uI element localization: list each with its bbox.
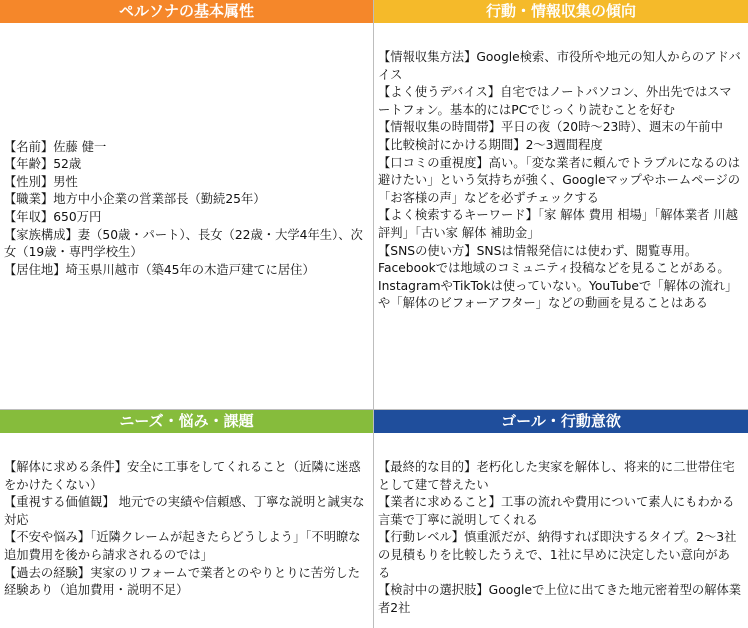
goals-line: 【検討中の選択肢】Googleで上位に出てきた地元密着型の解体業者2社	[378, 583, 742, 615]
goals-header: ゴール・行動意欲	[374, 410, 748, 433]
persona-line: 【居住地】埼玉県川越市（築45年の木造戸建てに居住）	[4, 262, 315, 277]
persona-attributes-header: ペルソナの基本属性	[0, 0, 373, 23]
behavior-line: 【SNSの使い方】SNSは情報発信には使わず、閲覧専用。Facebookでは地域のコミュニティ投稿などを見ることがある。InstagramやTikTokは使っていない。YouTubeで「解体の流れ」や「解体のビフォーアフター」などの動画を見ることはある	[378, 243, 738, 311]
goals-body	[374, 433, 748, 628]
goals-line: 【行動レベル】慎重派だが、納得すれば即決するタイプ。2〜3社の見積もりを比較したうえで、1社に早めに決定したい意向がある	[378, 530, 737, 580]
goals-line: 【業者に求めること】工事の流れや費用について素人にもわかる言葉で丁寧に説明してくれる	[378, 495, 735, 527]
needs-line: 【不安や悩み】「近隣クレームが起きたらどうしよう」「不明瞭な追加費用を後から請求されるのでは」	[4, 530, 361, 562]
needs-line: 【過去の経験】実家のリフォームで業者とのやりとりに苦労した経験あり（追加費用・説明不足）	[4, 565, 360, 598]
behavior-line: 【よく検索するキーワード】「家 解体 費用 相場」「解体業者 川越 評判」「古い家 解体 補助金」	[378, 208, 738, 240]
persona-line: 【年収】650万円	[4, 210, 102, 224]
behavior-line: 【よく使うデバイス】自宅ではノートパソコン、外出先ではスマートフォン。基本的にはPCでじっくり読むことを好む	[378, 85, 732, 117]
behavior-line: 【口コミの重視度】高い。「変な業者に頼んでトラブルになるのは避けたい」という気持ちが強く、Googleマップやホームページの「お客様の声」などを必ずチェックする	[378, 155, 741, 205]
persona-line: 【年齢】52歳	[4, 157, 82, 172]
needs-body	[0, 433, 373, 628]
needs-line: 【解体に求める条件】安全に工事をしてくれること（近隣に迷惑をかけたくない）	[4, 460, 361, 492]
goals-line: 【最終的な目的】老朽化した実家を解体し、将来的に二世帯住宅として建て替えたい	[378, 460, 735, 492]
goals-panel	[374, 410, 748, 628]
behavior-line: 【比較検討にかける期間】2〜3週間程度	[378, 137, 603, 152]
persona-attributes-body	[0, 23, 373, 409]
persona-line: 【性別】男性	[4, 174, 78, 189]
persona-attributes-panel	[0, 0, 374, 410]
persona-line: 【名前】佐藤 健一	[4, 139, 107, 154]
needs-header: ニーズ・悩み・課題	[0, 410, 373, 433]
needs-line: 【重視する価値観】 地元での実績や信頼感、丁寧な説明と誠実な対応	[4, 495, 365, 527]
behavior-header: 行動・情報収集の傾向	[374, 0, 748, 23]
behavior-line: 【情報収集の時間帯】平日の夜（20時〜23時）、週末の午前中	[378, 120, 723, 135]
behavior-body	[374, 23, 748, 409]
behavior-panel	[374, 0, 748, 410]
behavior-line: 【情報収集方法】Google検索、市役所や地元の知人からのアドバイス	[378, 50, 741, 82]
persona-line: 【家族構成】妻（50歳・パート）、長女（22歳・大学4年生）、次女（19歳・専門学校生）	[4, 227, 363, 260]
persona-line: 【職業】地方中小企業の営業部長（勤続25年）	[4, 192, 266, 207]
needs-panel	[0, 410, 374, 628]
